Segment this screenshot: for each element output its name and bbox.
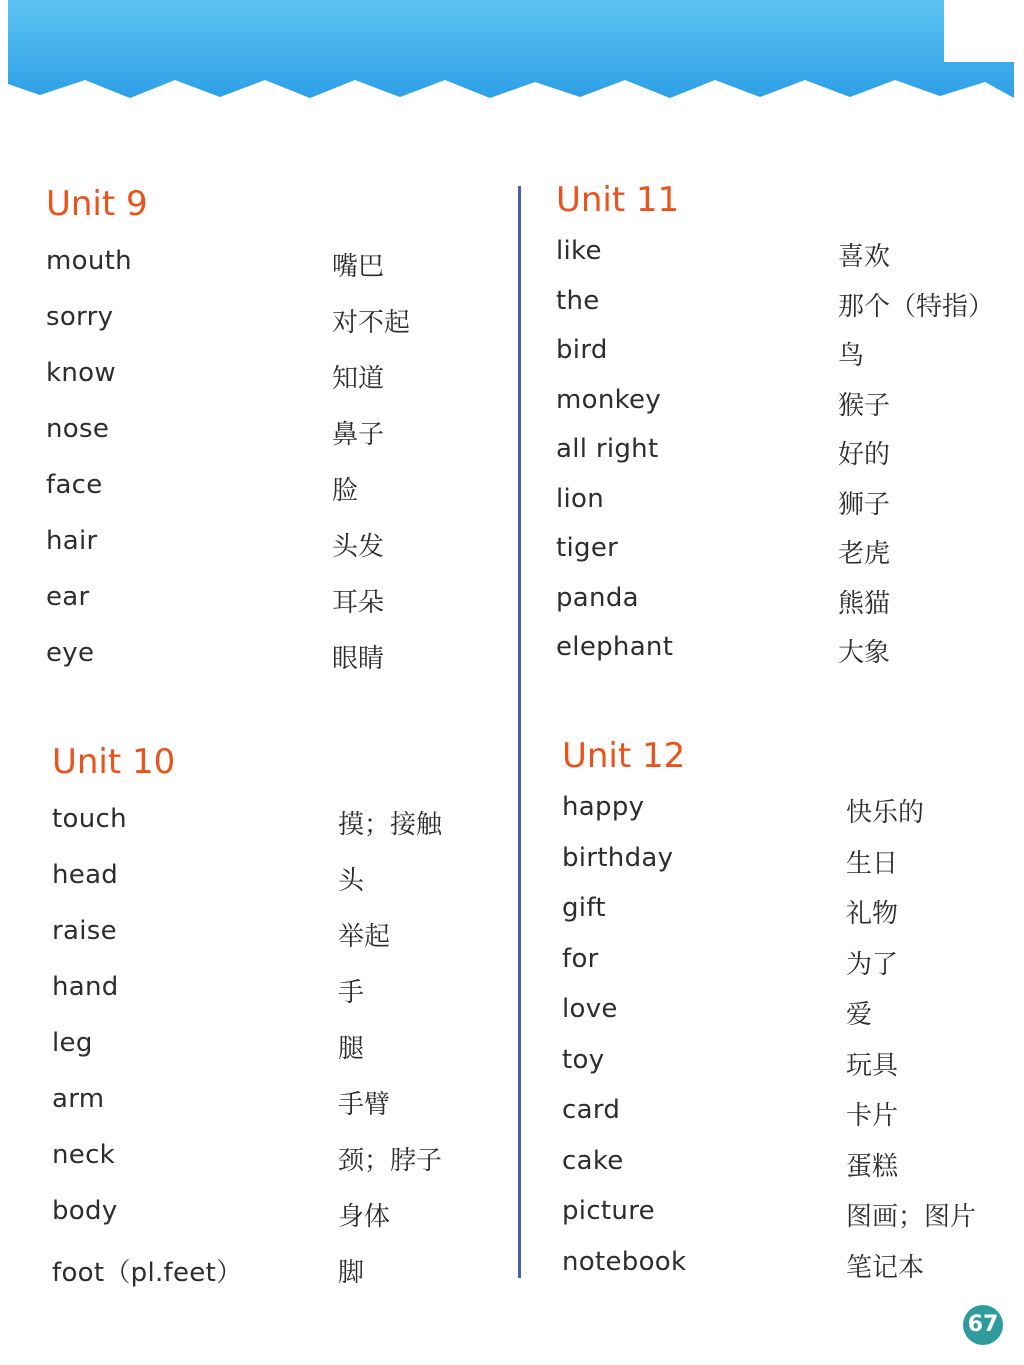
chinese-meaning: 对不起: [332, 308, 411, 338]
english-word: ear: [46, 582, 90, 612]
chinese-meaning: 熊猫: [838, 588, 891, 619]
english-word: toy: [562, 1044, 605, 1075]
unit-title: Unit 10: [52, 742, 176, 782]
column-divider: [518, 186, 521, 1278]
english-word: happy: [562, 792, 645, 822]
english-word: birthday: [562, 842, 674, 873]
english-word: mouth: [46, 246, 132, 276]
english-word: nose: [46, 414, 110, 444]
english-word: sorry: [46, 302, 114, 332]
chinese-meaning: 生日: [846, 848, 899, 879]
chinese-meaning: 卡片: [846, 1101, 899, 1131]
english-word: leg: [52, 1028, 93, 1058]
english-word: bird: [556, 335, 608, 365]
chinese-meaning: 脸: [332, 476, 359, 506]
chinese-meaning: 头: [338, 866, 365, 896]
chinese-meaning: 手臂: [338, 1090, 391, 1120]
english-word: the: [556, 285, 600, 316]
chinese-meaning: 猴子: [838, 390, 891, 421]
chinese-meaning: 鼻子: [332, 420, 385, 450]
english-word: hair: [46, 526, 98, 556]
chinese-meaning: 礼物: [846, 899, 899, 929]
english-word: neck: [52, 1140, 116, 1170]
english-word: monkey: [556, 384, 662, 415]
chinese-meaning: 好的: [838, 440, 891, 470]
english-word: hand: [52, 972, 119, 1002]
chinese-meaning: 喜欢: [838, 242, 891, 272]
chinese-meaning: 手: [338, 978, 365, 1008]
english-word: gift: [562, 893, 606, 923]
chinese-meaning: 头发: [332, 532, 385, 562]
english-word: face: [46, 470, 103, 500]
chinese-meaning: 笔记本: [846, 1252, 925, 1283]
english-word: elephant: [556, 632, 674, 662]
english-word: notebook: [562, 1246, 687, 1277]
chinese-meaning: 蛋糕: [846, 1151, 899, 1182]
chinese-meaning: 快乐的: [846, 798, 925, 828]
chinese-meaning: 颈；脖子: [338, 1146, 443, 1176]
english-word: raise: [52, 916, 117, 946]
chinese-meaning: 眼睛: [332, 644, 385, 674]
chinese-meaning: 爱: [846, 1000, 873, 1030]
chinese-meaning: 嘴巴: [332, 252, 385, 282]
english-word: know: [46, 358, 116, 388]
english-word: cake: [562, 1145, 624, 1176]
english-word: panda: [556, 582, 639, 613]
english-word: all right: [556, 434, 659, 464]
english-word: body: [52, 1196, 118, 1226]
chinese-meaning: 老虎: [838, 539, 891, 569]
chinese-meaning: 图画；图片: [846, 1202, 977, 1232]
english-word: for: [562, 943, 599, 974]
english-word: arm: [52, 1084, 105, 1114]
unit-title: Unit 12: [562, 736, 686, 776]
english-word: love: [562, 994, 618, 1024]
page-number-badge: 67: [963, 1305, 1003, 1345]
english-word: lion: [556, 483, 605, 514]
chinese-meaning: 脚: [338, 1258, 365, 1288]
english-word: picture: [562, 1196, 655, 1226]
chinese-meaning: 为了: [846, 949, 899, 980]
chinese-meaning: 大象: [838, 638, 891, 668]
chinese-meaning: 耳朵: [332, 588, 385, 618]
chinese-meaning: 那个（特指）: [838, 291, 995, 322]
english-word: eye: [46, 638, 95, 668]
english-word: foot（pl.feet）: [52, 1258, 243, 1288]
chinese-meaning: 玩具: [846, 1050, 899, 1081]
english-word: like: [556, 236, 602, 266]
chinese-meaning: 知道: [332, 364, 385, 394]
english-word: tiger: [556, 533, 619, 563]
english-word: head: [52, 860, 119, 890]
english-word: card: [562, 1095, 621, 1125]
chinese-meaning: 鸟: [838, 341, 865, 371]
chinese-meaning: 腿: [338, 1034, 365, 1064]
english-word: touch: [52, 804, 127, 834]
chinese-meaning: 狮子: [838, 489, 891, 520]
unit-title: Unit 9: [46, 184, 148, 224]
unit-title: Unit 11: [556, 180, 680, 220]
decorative-wave-banner: [0, 0, 1024, 140]
chinese-meaning: 身体: [338, 1202, 391, 1232]
chinese-meaning: 举起: [338, 922, 391, 952]
chinese-meaning: 摸；接触: [338, 810, 443, 840]
